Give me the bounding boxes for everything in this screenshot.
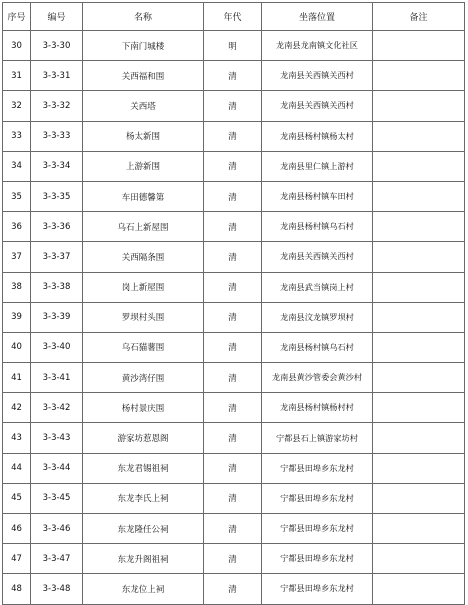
cell-era: 清 xyxy=(204,332,262,362)
cell-location: 龙南县杨村镇杨村村 xyxy=(262,393,373,423)
table-row xyxy=(3,332,465,362)
cell-no: 33 xyxy=(3,121,31,151)
cell-note xyxy=(373,483,465,513)
cell-location: 龙南县里仁镇上游村 xyxy=(262,151,373,181)
heritage-list-page xyxy=(2,2,465,605)
header-location: 坐落位置 xyxy=(262,3,373,31)
table-row xyxy=(3,91,465,121)
cell-location: 宁都县石上镇游家坊村 xyxy=(262,423,373,453)
cell-no: 42 xyxy=(3,393,31,423)
cell-location: 宁都县田埠乡东龙村 xyxy=(262,574,373,604)
table-row xyxy=(3,574,465,604)
table-row xyxy=(3,181,465,211)
table-row xyxy=(3,151,465,181)
cell-era: 清 xyxy=(204,363,262,393)
cell-code: 3-3-47 xyxy=(31,544,83,574)
cell-no: 46 xyxy=(3,514,31,544)
cell-no: 34 xyxy=(3,151,31,181)
table-row xyxy=(3,483,465,513)
cell-location: 宁都县田埠乡东龙村 xyxy=(262,483,373,513)
cell-code: 3-3-32 xyxy=(31,91,83,121)
cell-name: 乌石上新屋围 xyxy=(83,212,204,242)
table-row xyxy=(3,544,465,574)
cell-name: 关西福和围 xyxy=(83,61,204,91)
cell-no: 36 xyxy=(3,212,31,242)
table-row xyxy=(3,31,465,61)
cell-note xyxy=(373,31,465,61)
cell-name: 罗坝村头围 xyxy=(83,302,204,332)
cell-code: 3-3-36 xyxy=(31,212,83,242)
cell-era: 清 xyxy=(204,91,262,121)
cell-location: 宁都县田埠乡东龙村 xyxy=(262,544,373,574)
cell-code: 3-3-42 xyxy=(31,393,83,423)
header-code: 编号 xyxy=(31,3,83,31)
cell-note xyxy=(373,423,465,453)
header-note: 备注 xyxy=(373,3,465,31)
table-row xyxy=(3,423,465,453)
cell-code: 3-3-31 xyxy=(31,61,83,91)
cell-name: 东龙升阁祖祠 xyxy=(83,544,204,574)
cell-no: 37 xyxy=(3,242,31,272)
cell-name: 下南门城楼 xyxy=(83,31,204,61)
table-row xyxy=(3,302,465,332)
cell-no: 32 xyxy=(3,91,31,121)
cell-code: 3-3-45 xyxy=(31,483,83,513)
cell-note xyxy=(373,332,465,362)
table-header xyxy=(3,3,465,31)
cell-location: 龙南县关西镇关西村 xyxy=(262,242,373,272)
cell-note xyxy=(373,393,465,423)
cell-no: 30 xyxy=(3,31,31,61)
cell-location: 龙南县黄沙管委会黄沙村 xyxy=(262,363,373,393)
cell-code: 3-3-43 xyxy=(31,423,83,453)
cell-location: 龙南县武当镇岗上村 xyxy=(262,272,373,302)
table-row xyxy=(3,453,465,483)
cell-era: 清 xyxy=(204,574,262,604)
cell-era: 清 xyxy=(204,61,262,91)
cell-code: 3-3-39 xyxy=(31,302,83,332)
cell-name: 关西隔条围 xyxy=(83,242,204,272)
table-body xyxy=(3,31,465,605)
cell-code: 3-3-35 xyxy=(31,181,83,211)
cell-name: 黄沙湾仔围 xyxy=(83,363,204,393)
cell-name: 杨村景庆围 xyxy=(83,393,204,423)
cell-location: 龙南县杨村镇乌石村 xyxy=(262,212,373,242)
cell-note xyxy=(373,242,465,272)
cell-name: 东龙李氏上祠 xyxy=(83,483,204,513)
cell-code: 3-3-46 xyxy=(31,514,83,544)
cell-era: 清 xyxy=(204,393,262,423)
table-row xyxy=(3,121,465,151)
cell-note xyxy=(373,61,465,91)
cell-era: 清 xyxy=(204,514,262,544)
cell-era: 清 xyxy=(204,272,262,302)
cell-code: 3-3-30 xyxy=(31,31,83,61)
cell-note xyxy=(373,212,465,242)
header-name: 名称 xyxy=(83,3,204,31)
table-row xyxy=(3,393,465,423)
header-no: 序号 xyxy=(3,3,31,31)
cell-note xyxy=(373,514,465,544)
cell-era: 清 xyxy=(204,151,262,181)
cell-era: 清 xyxy=(204,302,262,332)
cell-note xyxy=(373,121,465,151)
cell-name: 东龙君锡祖祠 xyxy=(83,453,204,483)
cell-location: 龙南县杨村镇杨太村 xyxy=(262,121,373,151)
cell-note xyxy=(373,302,465,332)
cell-no: 35 xyxy=(3,181,31,211)
cell-no: 40 xyxy=(3,332,31,362)
cell-no: 47 xyxy=(3,544,31,574)
cell-era: 清 xyxy=(204,453,262,483)
cell-code: 3-3-34 xyxy=(31,151,83,181)
cell-era: 清 xyxy=(204,242,262,272)
cell-location: 龙南县龙南镇文化社区 xyxy=(262,31,373,61)
cell-location: 宁都县田埠乡东龙村 xyxy=(262,514,373,544)
cell-code: 3-3-38 xyxy=(31,272,83,302)
cell-note xyxy=(373,544,465,574)
header-era: 年代 xyxy=(204,3,262,31)
table-row xyxy=(3,272,465,302)
cell-note xyxy=(373,363,465,393)
cell-name: 东龙位上祠 xyxy=(83,574,204,604)
cell-note xyxy=(373,151,465,181)
cell-code: 3-3-37 xyxy=(31,242,83,272)
cell-code: 3-3-41 xyxy=(31,363,83,393)
cell-note xyxy=(373,574,465,604)
cell-no: 31 xyxy=(3,61,31,91)
cell-no: 38 xyxy=(3,272,31,302)
cell-location: 龙南县关西镇关西村 xyxy=(262,91,373,121)
cell-era: 清 xyxy=(204,483,262,513)
cell-location: 龙南县汶龙镇罗坝村 xyxy=(262,302,373,332)
cell-note xyxy=(373,272,465,302)
cell-note xyxy=(373,91,465,121)
cell-code: 3-3-40 xyxy=(31,332,83,362)
cell-era: 明 xyxy=(204,31,262,61)
table-row xyxy=(3,514,465,544)
table-row xyxy=(3,61,465,91)
cell-code: 3-3-33 xyxy=(31,121,83,151)
cell-location: 龙南县关西镇关西村 xyxy=(262,61,373,91)
table-row xyxy=(3,242,465,272)
cell-code: 3-3-48 xyxy=(31,574,83,604)
table-row xyxy=(3,363,465,393)
cell-note xyxy=(373,453,465,483)
cell-no: 39 xyxy=(3,302,31,332)
cell-era: 清 xyxy=(204,212,262,242)
cell-name: 杨太新围 xyxy=(83,121,204,151)
heritage-table xyxy=(2,2,465,605)
table-row xyxy=(3,212,465,242)
cell-name: 上游新围 xyxy=(83,151,204,181)
cell-era: 清 xyxy=(204,121,262,151)
cell-note xyxy=(373,181,465,211)
cell-no: 48 xyxy=(3,574,31,604)
cell-no: 45 xyxy=(3,483,31,513)
cell-name: 岗上新屋围 xyxy=(83,272,204,302)
cell-code: 3-3-44 xyxy=(31,453,83,483)
cell-name: 东龙隆任公祠 xyxy=(83,514,204,544)
cell-location: 宁都县田埠乡东龙村 xyxy=(262,453,373,483)
cell-no: 43 xyxy=(3,423,31,453)
header-row xyxy=(3,3,465,31)
cell-location: 龙南县杨村镇乌石村 xyxy=(262,332,373,362)
cell-name: 关西塔 xyxy=(83,91,204,121)
cell-no: 44 xyxy=(3,453,31,483)
cell-location: 龙南县杨村镇车田村 xyxy=(262,181,373,211)
cell-name: 乌石猫薯围 xyxy=(83,332,204,362)
cell-era: 清 xyxy=(204,423,262,453)
cell-name: 游家坊惹恩阁 xyxy=(83,423,204,453)
cell-no: 41 xyxy=(3,363,31,393)
cell-era: 清 xyxy=(204,181,262,211)
cell-name: 车田德馨第 xyxy=(83,181,204,211)
cell-era: 清 xyxy=(204,544,262,574)
